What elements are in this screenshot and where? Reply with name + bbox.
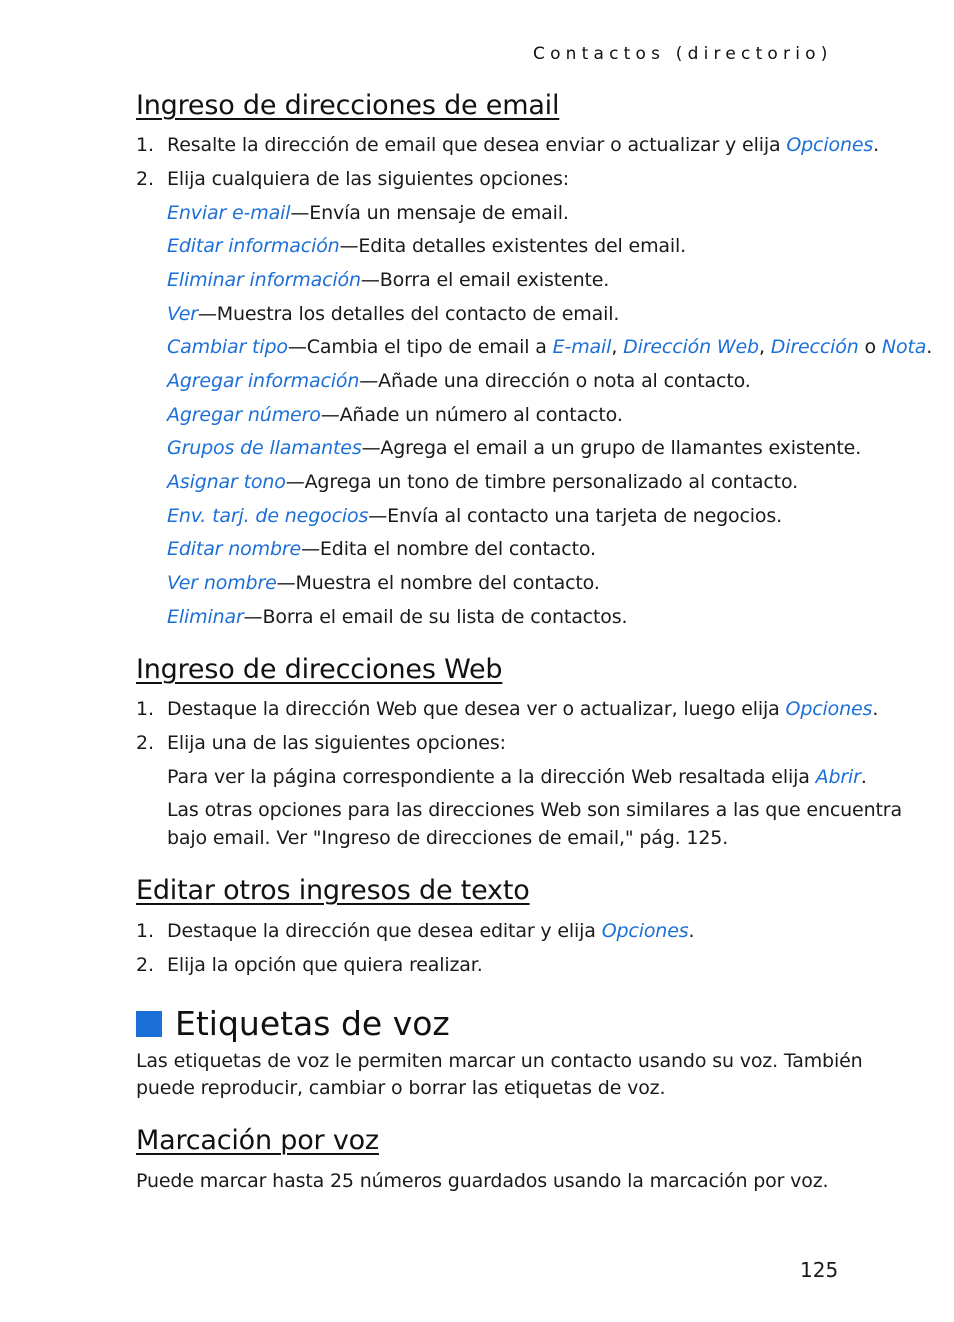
link-opciones[interactable]: Opciones [785, 698, 873, 720]
running-header: Contactos (directorio) [533, 44, 833, 64]
option-link[interactable]: Eliminar información [167, 269, 361, 291]
step-number: 1. [136, 698, 154, 720]
section-title-edit: Editar otros ingresos de texto [136, 875, 530, 906]
paragraph-line: Las etiquetas de voz le permiten marcar un contacto usando su voz. También [136, 1050, 863, 1072]
option-link[interactable]: Asignar tono [167, 471, 286, 493]
option-desc: —Edita el nombre del contacto. [301, 538, 596, 560]
option-item [167, 202, 569, 224]
link-opciones[interactable]: Opciones [601, 920, 689, 942]
section-title-email: Ingreso de direcciones de email [136, 90, 560, 121]
step-number: 1. [136, 920, 154, 942]
step-text: Elija cualquiera de las siguientes opciones: [167, 168, 569, 190]
type-link-address[interactable]: Dirección [770, 336, 859, 358]
option-item [167, 303, 619, 325]
step-text: Elija la opción que quiera realizar. [167, 954, 483, 976]
step-number: 2. [136, 954, 154, 976]
option-item [167, 336, 932, 358]
option-desc: —Borra el email existente. [360, 269, 610, 291]
step-text-body: Resalte la dirección de email que desea enviar o actualizar y elija [167, 134, 787, 156]
punct: . [926, 336, 933, 358]
punct: . [688, 920, 695, 942]
option-item [167, 437, 861, 459]
option-desc: —Muestra los detalles del contacto de email. [197, 303, 620, 325]
section-title-web: Ingreso de direcciones Web [136, 654, 503, 685]
option-link[interactable]: Ver [167, 303, 198, 325]
paragraph-line: Las otras opciones para las direcciones Web son similares a las que encuentra [167, 799, 902, 821]
section-title-voice-dialing: Marcación por voz [136, 1125, 379, 1156]
option-link[interactable]: Enviar e-mail [167, 202, 291, 224]
option-link[interactable]: Agregar número [167, 404, 321, 426]
heading-text: Etiquetas de voz [175, 1004, 450, 1043]
option-link[interactable]: Ver nombre [167, 572, 277, 594]
paragraph [167, 766, 867, 788]
separator: , [611, 336, 624, 358]
option-item [167, 538, 596, 560]
paragraph-line: bajo email. Ver "Ingreso de direcciones de email," pág. 125. [167, 827, 729, 849]
option-item [167, 404, 623, 426]
step-text-body: Destaque la dirección que desea editar y elija [167, 920, 602, 942]
type-link-email[interactable]: E-mail [552, 336, 612, 358]
step-number: 2. [136, 168, 154, 190]
option-item [167, 370, 751, 392]
option-desc: —Cambia el tipo de email a [287, 336, 553, 358]
link-abrir[interactable]: Abrir [815, 766, 861, 788]
heading-square-icon [136, 1011, 162, 1037]
step-text [167, 698, 878, 720]
option-desc: —Muestra el nombre del contacto. [276, 572, 600, 594]
option-item [167, 471, 798, 493]
separator: o [858, 336, 882, 358]
option-link[interactable]: Editar nombre [167, 538, 302, 560]
option-link[interactable]: Env. tarj. de negocios [167, 505, 369, 527]
paragraph-body: Para ver la página correspondiente a la dirección Web resaltada elija [167, 766, 816, 788]
punct: . [860, 766, 867, 788]
option-desc: —Añade una dirección o nota al contacto. [359, 370, 751, 392]
type-link-note[interactable]: Nota [881, 336, 927, 358]
option-desc: —Añade un número al contacto. [320, 404, 623, 426]
option-desc: —Envía un mensaje de email. [290, 202, 569, 224]
option-desc: —Agrega un tono de timbre personalizado al contacto. [285, 471, 798, 493]
separator: , [758, 336, 771, 358]
paragraph-line: puede reproducir, cambiar o borrar las etiquetas de voz. [136, 1077, 666, 1099]
section-title-voice-tags [136, 1004, 450, 1043]
option-item [167, 235, 686, 257]
option-item [167, 269, 609, 291]
punct: . [873, 134, 880, 156]
option-link[interactable]: Editar información [167, 235, 340, 257]
paragraph: Puede marcar hasta 25 números guardados usando la marcación por voz. [136, 1170, 829, 1192]
option-item [167, 572, 600, 594]
option-desc: —Borra el email de su lista de contactos. [243, 606, 628, 628]
option-desc: —Envía al contacto una tarjeta de negocios. [368, 505, 783, 527]
step-text: Elija una de las siguientes opciones: [167, 732, 506, 754]
option-item [167, 505, 782, 527]
step-number: 2. [136, 732, 154, 754]
link-opciones[interactable]: Opciones [786, 134, 874, 156]
page-number: 125 [800, 1258, 839, 1282]
step-text-body: Destaque la dirección Web que desea ver o actualizar, luego elija [167, 698, 786, 720]
option-link[interactable]: Agregar información [167, 370, 360, 392]
type-link-web[interactable]: Dirección Web [623, 336, 759, 358]
option-item [167, 606, 627, 628]
step-text [167, 134, 879, 156]
option-desc: —Agrega el email a un grupo de llamantes existente. [361, 437, 862, 459]
step-text [167, 920, 694, 942]
option-link[interactable]: Eliminar [167, 606, 244, 628]
option-desc: —Edita detalles existentes del email. [339, 235, 687, 257]
punct: . [872, 698, 879, 720]
option-link[interactable]: Cambiar tipo [167, 336, 288, 358]
option-link[interactable]: Grupos de llamantes [167, 437, 362, 459]
step-number: 1. [136, 134, 154, 156]
